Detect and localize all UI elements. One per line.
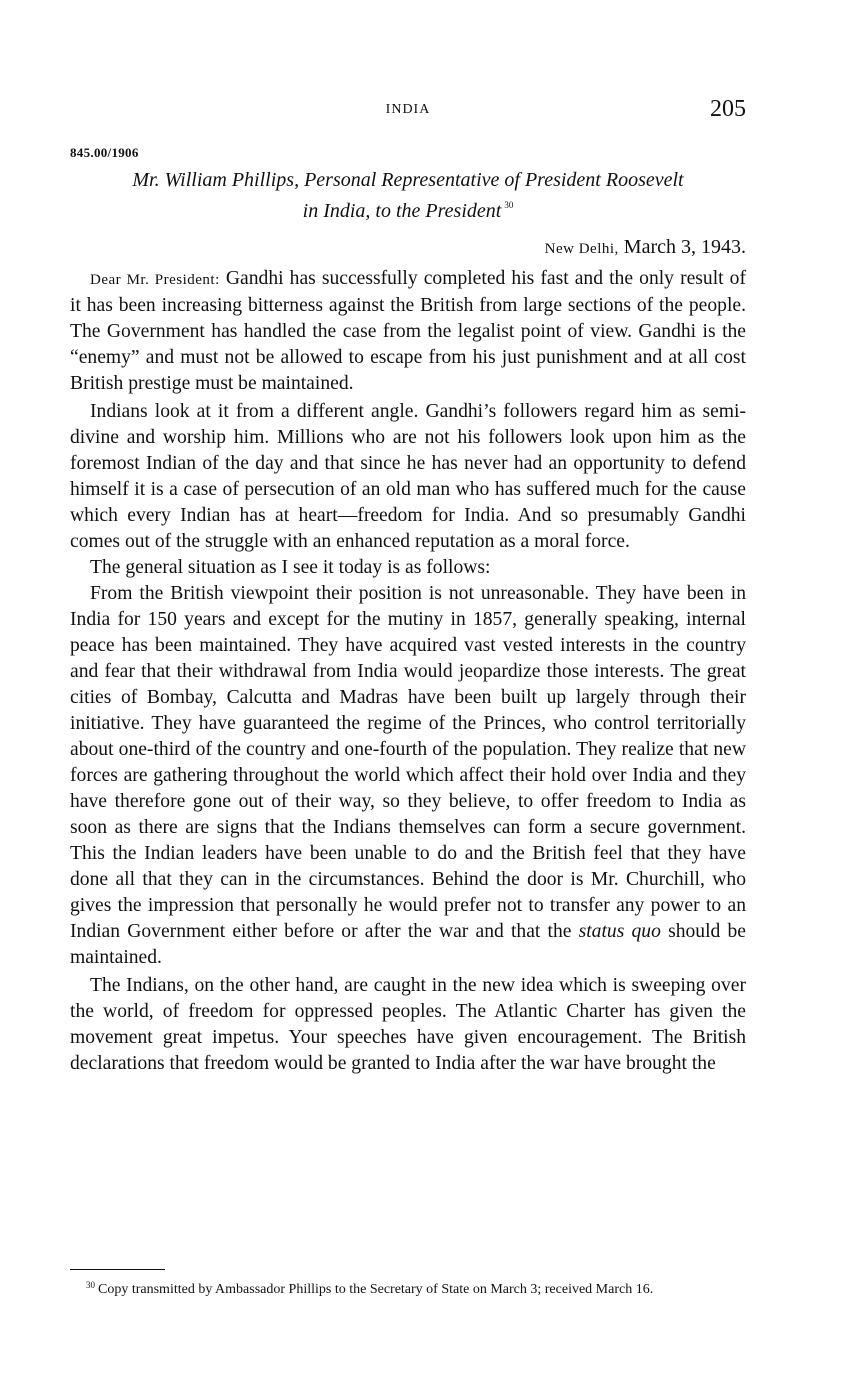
footnote-divider [70, 1269, 165, 1270]
heading-line-1: Mr. William Phillips, Personal Representative of President Roosevelt [132, 169, 684, 191]
paragraph-4-end: should be maintained. [70, 921, 746, 968]
paragraph-1-text: Gandhi has successfully completed his fast and the only result of it has been increasing bitterness against the British from large sections of the people. The Government has handled the case from the legalist point of view. Gandhi is the “enemy” and must not be allowed to escape from his just punishment and at all cost British prestige must be maintained. [70, 268, 747, 394]
dateline [545, 236, 746, 259]
paragraph-4-text: From the British viewpoint their position is not unreasonable. They have been in India for 150 years and except for the mutiny in 1857, generally speaking, internal peace has been maintained. They have acquired vast vested interests in the country and fear that their withdrawal from India would jeopardize those interests. The great cities of Bombay, Calcutta and Madras have been built up largely through their initiative. They have guaranteed the regime of the Princes, who control territorially about one-third of the country and one-fourth of the population. They realize that new forces are gathering throughout the world which affect their hold over India and they have therefore gone out of their way, so they believe, to offer freedom to India as soon as there are signs that the Indians themselves can form a secure government. This the Indian leaders have been unable to do and the British feel that they have done all that they can in the circumstances. Behind the door is Mr. Churchill, who gives the impression that personally he would prefer not to transfer any power to an Indian Government either before or after the war and that the [70, 583, 746, 942]
paragraph-5: The Indians, on the other hand, are caught in the new idea which is sweeping over the world, of freedom for oppressed peoples. The Atlantic Charter has given the movement great impetus. Your speeches have given encouragement. The British declarations that freedom would be granted to India after the war have brought the [70, 975, 746, 1074]
paragraph-1 [70, 266, 746, 397]
paragraph-4-italic: status quo [578, 921, 661, 942]
paragraph-4 [70, 581, 746, 971]
letter-body [70, 266, 746, 1077]
running-header [70, 96, 746, 126]
salutation: Dear Mr. President: [90, 272, 220, 288]
heading-line-2-text: in India, to the President [302, 200, 502, 222]
footnote-text: Copy transmitted by Ambassador Phillips to the Secretary of State on March 3; received March 16. [98, 1282, 654, 1297]
page-number: 205 [710, 96, 746, 122]
file-reference: 845.00/1906 [70, 145, 139, 160]
footnote [70, 1276, 746, 1299]
footnote-mark: 30 [86, 1280, 95, 1290]
heading-line-2 [70, 193, 746, 224]
document-heading [70, 168, 746, 224]
heading-footnote-ref: 30 [504, 200, 514, 210]
paragraph-3: The general situation as I see it today is as follows: [90, 557, 491, 578]
dateline-place: New Delhi, [544, 241, 619, 257]
dateline-date: March 3, 1943. [618, 236, 746, 258]
paragraph-2: Indians look at it from a different angle. Gandhi’s followers regard him as semi-divine and worship him. Millions who are not his followers look upon him as the foremost Indian of the day and that since he has never had an opportunity to defend himself it is a case of persecution of an old man who has suffered much for the cause which every Indian has at heart—freedom for India. And so presumably Gandhi comes out of the struggle with an enhanced reputation as a moral force. [70, 401, 746, 552]
running-title: INDIA [385, 102, 431, 117]
